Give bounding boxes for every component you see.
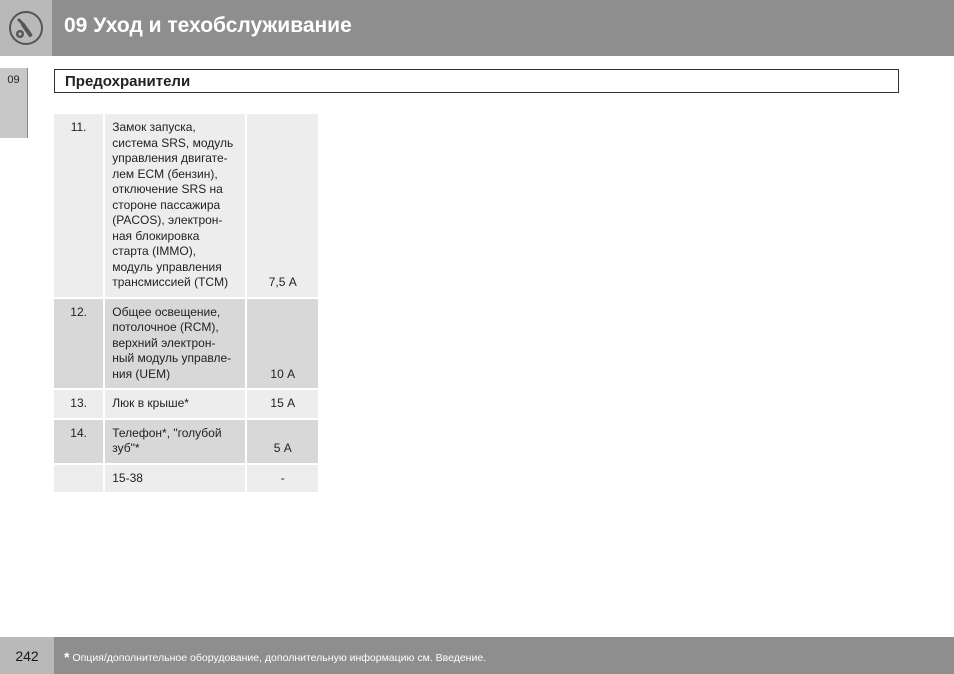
- table-row: [54, 390, 318, 420]
- section-title: Предохранители: [65, 73, 191, 90]
- chapter-tab[interactable]: [0, 68, 28, 138]
- fuse-number: [54, 465, 103, 495]
- fuse-amperage: 5 А: [245, 420, 318, 465]
- fuse-amperage: 7,5 А: [245, 114, 318, 299]
- section-heading: [54, 69, 899, 93]
- fuse-description: Замок запуска, система SRS, модуль управления двигате- лем ECM (бензин), отключение SRS на стороне пассажира (PACOS), электрон- ная блокировка старта (IMMO), модуль управления трансмиссией (TCM): [103, 114, 245, 299]
- fuse-table: [54, 114, 318, 494]
- table-row: [54, 465, 318, 495]
- table-row: [54, 114, 318, 299]
- wrench-gear-icon: [8, 10, 44, 46]
- header-icon-box: [0, 0, 52, 56]
- chapter-number: 09: [7, 74, 20, 86]
- fuse-number: 14.: [54, 420, 103, 465]
- footnote-text: Опция/дополнительное оборудование, дополнительную информацию см. Введение.: [72, 652, 487, 664]
- page-number: 242: [15, 648, 39, 664]
- table-row: [54, 420, 318, 465]
- footnote-star: *: [64, 649, 70, 665]
- fuse-number: 13.: [54, 390, 103, 420]
- fuse-description: 15-38: [103, 465, 245, 495]
- fuse-number: 11.: [54, 114, 103, 299]
- fuse-description: Люк в крыше*: [103, 390, 245, 420]
- page-number-box: [0, 637, 54, 674]
- footnote: [64, 649, 486, 665]
- fuse-amperage: -: [245, 465, 318, 495]
- fuse-description: Телефон*, "голубой зуб"*: [103, 420, 245, 465]
- table-row: [54, 299, 318, 391]
- fuse-description: Общее освещение, потолочное (RCM), верхний электрон- ный модуль управле- ния (UEM): [103, 299, 245, 391]
- page-header: [0, 0, 954, 56]
- fuse-amperage: 15 А: [245, 390, 318, 420]
- fuse-number: 12.: [54, 299, 103, 391]
- fuse-amperage: 10 А: [245, 299, 318, 391]
- page-title: 09 Уход и техобслуживание: [64, 14, 352, 37]
- page-footer: [0, 637, 954, 674]
